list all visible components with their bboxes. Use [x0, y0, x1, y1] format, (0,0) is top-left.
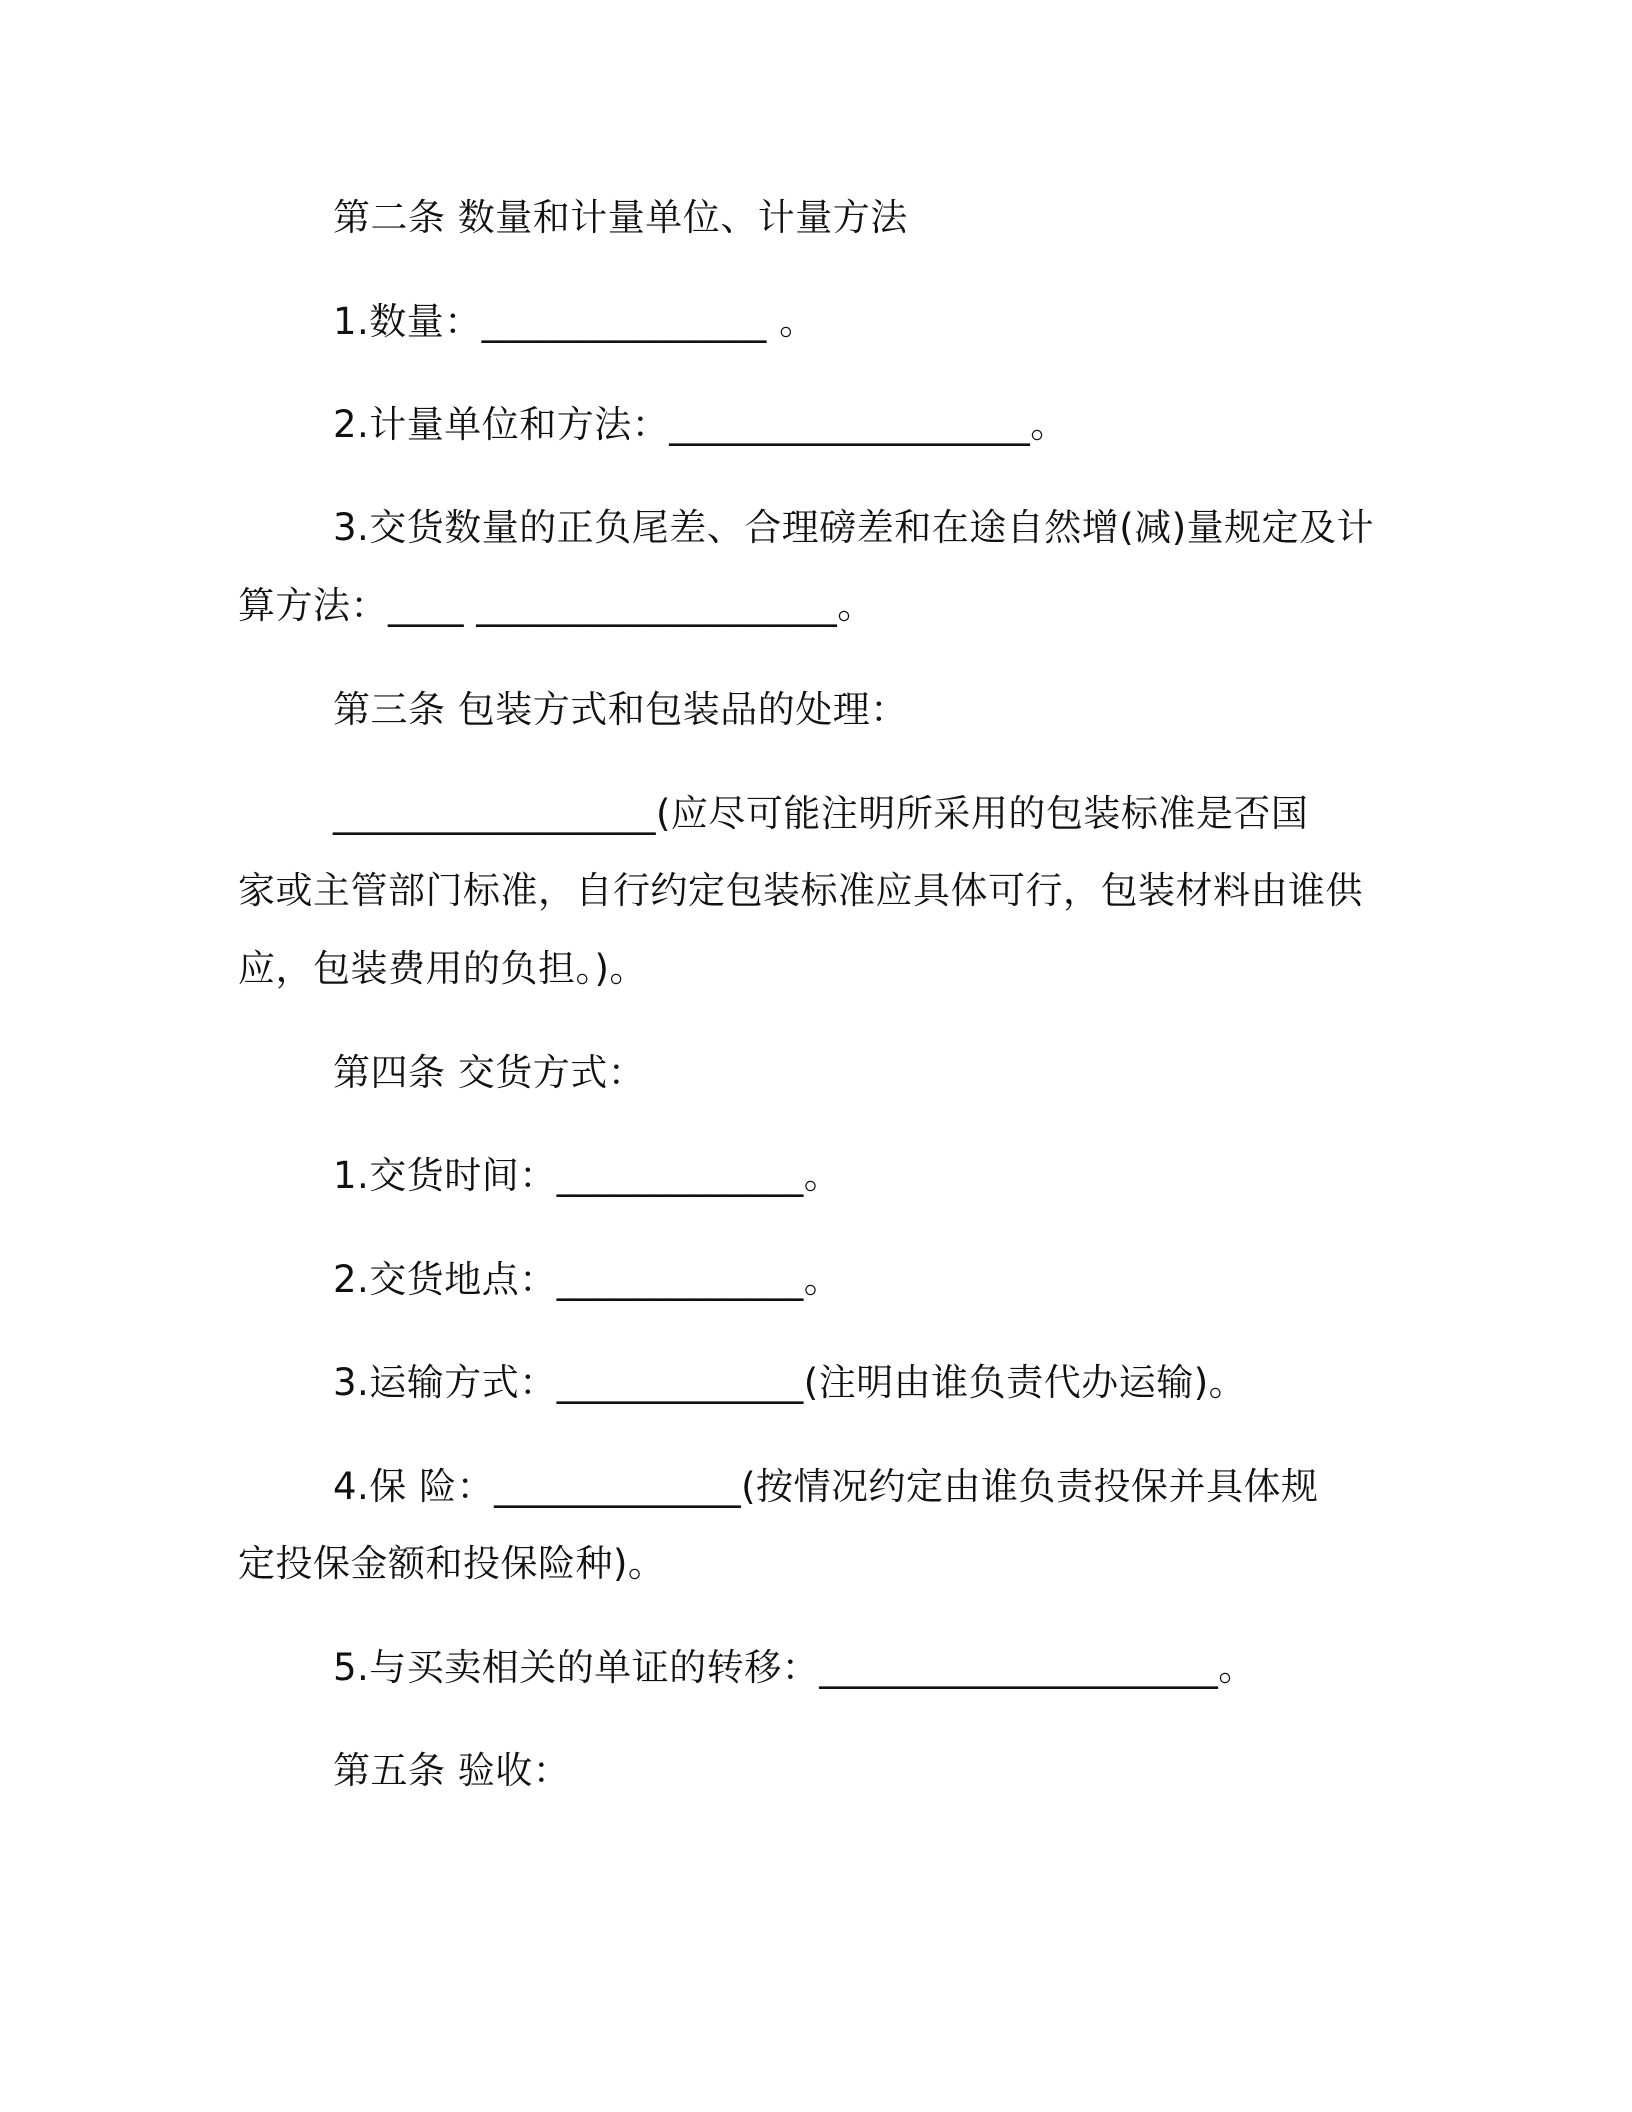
article-2-item-3-line-1: 3.交货数量的正负尾差、合理磅差和在途自然增(减)量规定及计 — [333, 506, 1375, 549]
article-3-heading: 第三条 包装方式和包装品的处理： — [333, 688, 908, 731]
article-2-heading: 第二条 数量和计量单位、计量方法 — [333, 196, 908, 239]
article-4-item-2-delivery-place: 2.交货地点：_____________。 — [333, 1258, 842, 1301]
article-3-body-line-1: _________________(应尽可能注明所采用的包装标准是否国 — [333, 792, 1309, 835]
article-2-item-2-unit-method: 2.计量单位和方法：___________________。 — [333, 403, 1068, 446]
article-2-item-1-quantity: 1.数量：_______________ 。 — [333, 300, 817, 343]
article-4-heading: 第四条 交货方式： — [333, 1051, 646, 1094]
article-4-item-4-line-2: 定投保金额和投保险种)。 — [238, 1542, 666, 1585]
article-3-body-line-2: 家或主管部门标准，自行约定包装标准应具体可行，包装材料由谁供 — [238, 869, 1363, 912]
article-2-item-3-line-2: 算方法：____ ___________________。 — [238, 584, 875, 627]
article-5-heading: 第五条 验收： — [333, 1749, 571, 1792]
article-3-body-line-3: 应，包装费用的负担。)。 — [238, 947, 647, 990]
article-4-item-5-documents: 5.与买卖相关的单证的转移：_____________________。 — [333, 1646, 1256, 1689]
article-4-item-4-line-1: 4.保 险：_____________(按情况约定由谁负责投保并具体规 — [333, 1465, 1319, 1508]
article-4-item-1-delivery-time: 1.交货时间：_____________。 — [333, 1154, 842, 1197]
article-4-item-3-transport: 3.运输方式：_____________(注明由谁负责代办运输)。 — [333, 1361, 1247, 1404]
